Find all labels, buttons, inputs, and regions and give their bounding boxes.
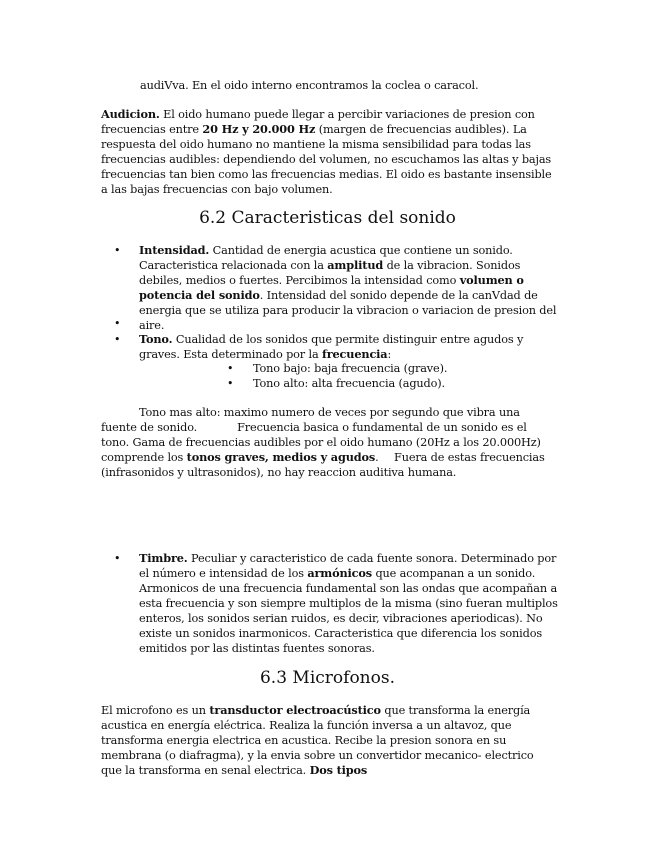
- bullet-tono: •: [114, 333, 121, 346]
- sub-bullet-tono-bajo: •: [227, 362, 234, 375]
- intensidad-label: Intensidad.: [139, 243, 210, 257]
- section-6-3-title: 6.3 Microfonos.: [259, 668, 395, 688]
- tono-item: Tono. Cualidad de los sonidos que permite distinguir entre agudos y graves. Esta determinado por la frecuencia:: [139, 332, 524, 361]
- audicion-paragraph: Audicion. El oido humano puede llegar a percibir variaciones de presion con frecuencias entre 20 Hz y 20.000 Hz (margen de frecuencias audibles). La respuesta del oido humano no mantiene la misma sensibilidad para todas las frecuencias audibles: dependiendo del volumen, no escuchamos las altas y bajas frecuencias tan bien como las frecuencias medias. El oido es bastante insensible a las bajas frecuencias con bajo volumen.: [101, 107, 552, 196]
- tono-bajo-item: Tono bajo: baja frecuencia (grave).: [253, 362, 448, 375]
- sub-bullet-tono-alto: •: [227, 377, 234, 390]
- timbre-item: Timbre. Peculiar y caracteristico de cada fuente sonora. Determinado por el número e intensidad de los armónicos que acompanan a un sonido. Armonicos de una frecuencia fundamental son las ondas que acompañan a esta frecuencia y son siempre multiplos de la misma (sino fueran multiplos enteros, los sonidos serian ruidos, es decir, vibraciones aperiodicas). No existe un sonidos inarmonicos. Caracteristica que diferencia los sonidos emitidos por las distintas fuentes sonoras.: [139, 551, 558, 655]
- tono-alto-item: Tono alto: alta frecuencia (agudo).: [253, 377, 445, 390]
- intensidad-item: Intensidad. Cantidad de energia acustica que contiene un sonido. Caracteristica relacionada con la amplitud de la vibracion. Sonidos debiles, medios o fuertes. Percibimos la intensidad como volumen o potencia del sonido. Intensidad del sonido depende de la canVdad de energia que se utiliza para producir la vibracion o variacion de presion del aire.: [139, 243, 557, 332]
- tono-paragraph: Tono mas alto: maximo numero de veces por segundo que vibra una fuente de sonido. Frecuencia basica o fundamental de un sonido es el tono. Gama de frecuencias audibles por el oido humano (20Hz a los 20.000Hz) comprende los tonos graves, medios y agudos. Fuera de estas frecuencias (infrasonidos y ultrasonidos), no hay reaccion auditiva humana.: [101, 406, 545, 479]
- tono-label: Tono.: [139, 332, 173, 346]
- timbre-label: Timbre.: [139, 551, 188, 565]
- section-6-2-title: 6.2 Caracteristicas del sonido: [199, 208, 456, 228]
- audicion-label: Audicion.: [101, 107, 160, 121]
- bullet-empty: •: [114, 317, 121, 330]
- bullet-intensidad: •: [114, 244, 121, 257]
- top-fragment: audiVva. En el oido interno encontramos la coclea o caracol.: [140, 79, 479, 92]
- bullet-timbre: •: [114, 552, 121, 565]
- microfono-paragraph: El microfono es un transductor electroacústico que transforma la energía acustica en energía eléctrica. Realiza la función inversa a un altavoz, que transforma energia electrica en acustica. Recibe la presion sonora en su membrana (o diafragma), y la envia sobre un convertidor mecanico- electrico que la transforma en senal electrica. Dos tipos: [101, 703, 534, 777]
